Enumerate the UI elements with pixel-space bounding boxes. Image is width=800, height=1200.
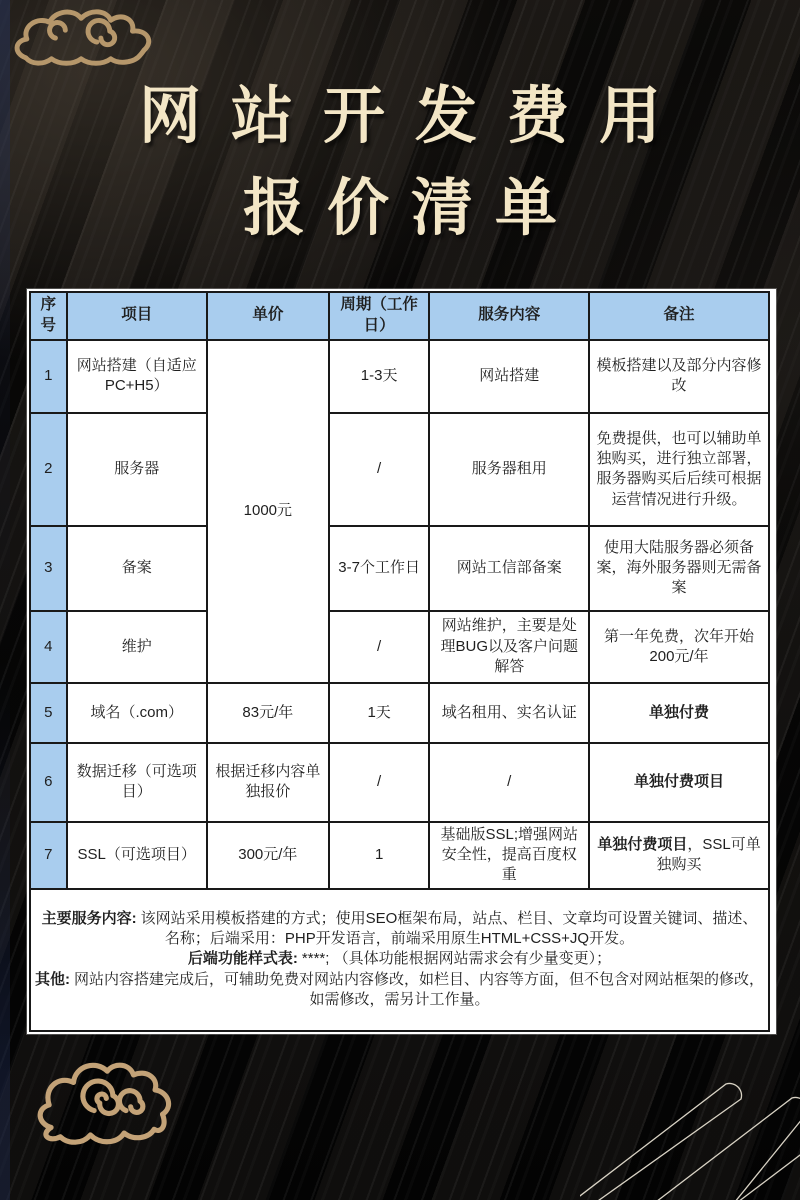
- line-swirl-icon: [580, 1072, 800, 1200]
- row-7-price: 300元/年: [207, 822, 329, 889]
- cloud-icon: [12, 8, 170, 78]
- title-line-1: 网站开发费用: [138, 82, 691, 151]
- row-1-service: 网站搭建: [429, 340, 589, 413]
- note-backend-styles: 后端功能样式表: ****; （具体功能根据网站需求会有少量变更）；: [187, 950, 612, 968]
- table-header-row: [30, 292, 769, 340]
- row-5-period: 1天: [329, 683, 430, 743]
- table-row: [30, 683, 769, 743]
- header-period: 周期（工作日）: [329, 292, 430, 340]
- row-4-service-period: /: [329, 611, 430, 683]
- row-7-remark-bold: 单独付费项目: [597, 835, 688, 853]
- notes-block: [30, 889, 769, 1031]
- row-7-no: 7: [30, 822, 67, 889]
- row-6-project: 数据迁移（可选项目）: [67, 743, 207, 822]
- note-main-services: 主要服务内容: 该网站采用模板搭建的方式；使用SEO框架布局，站点、栏目、文章均可设置关键词、描述、名称；后端采用：PHP开发语言，前端采用原生HTML+CSS+JQ开发。: [41, 909, 758, 948]
- row-7-project: SSL（可选项目）: [67, 822, 207, 889]
- row-4-service: 网站维护，主要是处理BUG以及客户问题解答: [429, 611, 589, 683]
- row-2-remark: 免费提供，也可以辅助单独购买，进行独立部署，服务器购买后后续可根据运营情况进行升级。: [589, 413, 769, 526]
- table-row: [30, 526, 769, 611]
- row-7-remark-rest: ，SSL可单独购买: [656, 835, 761, 874]
- row-3-remark: 使用大陆服务器必须备案，海外服务器则无需备案: [589, 526, 769, 611]
- row-5-no: 5: [30, 683, 67, 743]
- row-7-remark: [589, 822, 769, 889]
- row-5-price: 83元/年: [207, 683, 329, 743]
- row-5-remark: 单独付费: [589, 683, 769, 743]
- row-6-remark: 单独付费项目: [589, 743, 769, 822]
- page-title: [0, 82, 800, 244]
- header-service: 服务内容: [429, 292, 589, 340]
- row-3-service: 网站工信部备案: [429, 526, 589, 611]
- row-1-no: 1: [30, 340, 67, 413]
- row-4-project: 维护: [67, 611, 207, 683]
- row-1-remark: 模板搭建以及部分内容修改: [589, 340, 769, 413]
- row-1-period: 1-3天: [329, 340, 430, 413]
- pricing-table: [27, 289, 776, 1034]
- row-4-remark: 第一年免费，次年开始200元/年: [589, 611, 769, 683]
- row-6-period: /: [329, 743, 430, 822]
- header-no: 序号: [30, 292, 67, 340]
- row-5-service: 域名租用、实名认证: [429, 683, 589, 743]
- row-1-project: 网站搭建（自适应PC+H5）: [67, 340, 207, 413]
- cloud-icon: [36, 1052, 186, 1156]
- table-row: [30, 611, 769, 683]
- table-row: [30, 822, 769, 889]
- row-2-project: 服务器: [67, 413, 207, 526]
- header-remark: 备注: [589, 292, 769, 340]
- merged-price-cell: 1000元: [207, 340, 329, 683]
- title-line-2: 报价清单: [242, 174, 579, 243]
- row-3-no: 3: [30, 526, 67, 611]
- row-7-period: 1: [329, 822, 430, 889]
- table-row: [30, 340, 769, 413]
- row-4-no: 4: [30, 611, 67, 683]
- table-row: [30, 743, 769, 822]
- row-6-price: 根据迁移内容单独报价: [207, 743, 329, 822]
- row-3-project: 备案: [67, 526, 207, 611]
- row-2-service: 服务器租用: [429, 413, 589, 526]
- note-other: 其他: 网站内容搭建完成后，可辅助免费对网站内容修改，如栏目、内容等方面，但不包含对网站框架的修改，如需修改，需另计工作量。: [35, 970, 765, 1008]
- row-5-project: 域名（.com）: [67, 683, 207, 743]
- row-3-period: 3-7个工作日: [329, 526, 430, 611]
- row-7-service: 基础版SSL;增强网站安全性，提高百度权重: [429, 822, 589, 889]
- row-6-service: /: [429, 743, 589, 822]
- row-6-no: 6: [30, 743, 67, 822]
- row-2-no: 2: [30, 413, 67, 526]
- table-row: [30, 413, 769, 526]
- header-price: 单价: [207, 292, 329, 340]
- row-2-period: /: [329, 413, 430, 526]
- header-project: 项目: [67, 292, 207, 340]
- notes-row: [30, 889, 769, 1031]
